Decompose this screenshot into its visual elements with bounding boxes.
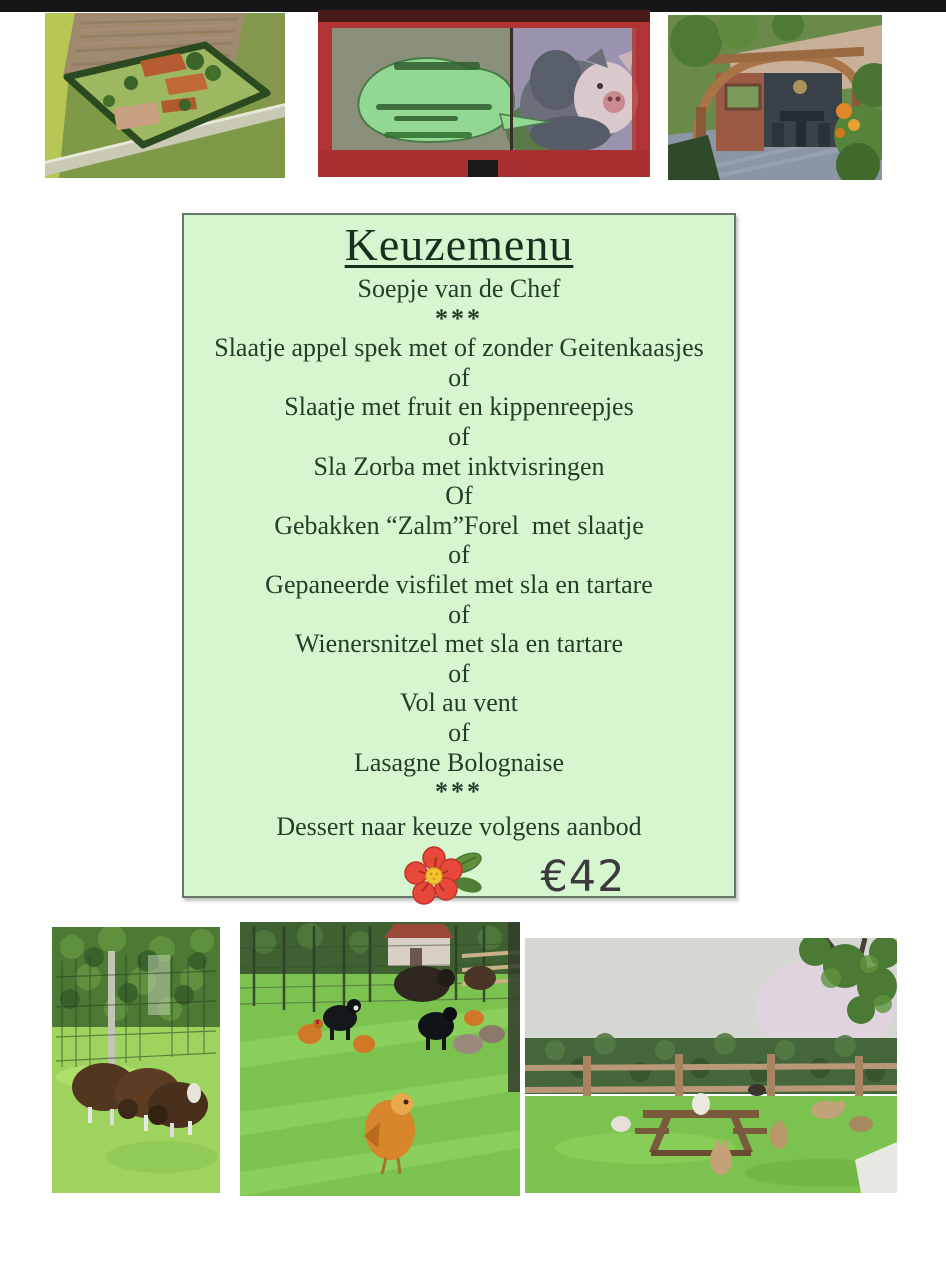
- menu-connector: of: [448, 599, 470, 629]
- wooden-porch-illustration: [668, 15, 882, 180]
- menu-item: Lasagne Bolognaise: [353, 747, 565, 777]
- photo-wooden-porch: [668, 15, 882, 180]
- menu-item: Gebakken “Zalm”Forel met slaatje: [274, 510, 644, 540]
- menu-separator: ***: [435, 303, 483, 333]
- menu-connector: of: [448, 421, 470, 451]
- menu-item: Sla Zorba met inktvisringen: [313, 451, 605, 481]
- photo-farmyard-animals: [240, 922, 520, 1196]
- rabbit-garden-illustration: [525, 938, 897, 1193]
- farmyard-animals-illustration: [240, 922, 520, 1196]
- menu-item: Slaatje appel spek met of zonder Geitenkaasjes: [214, 333, 704, 363]
- menu-connector: Of: [445, 481, 473, 511]
- menu-item: Wienersnitzel met sla en tartare: [294, 629, 624, 659]
- aerial-farm-illustration: [45, 13, 285, 178]
- menu-connector: of: [448, 362, 470, 392]
- menu-card: [182, 213, 736, 903]
- photo-pig-sign: [318, 10, 650, 177]
- price-row: [404, 845, 625, 909]
- photo-aerial-farm: [45, 13, 285, 178]
- menu-connector: of: [448, 540, 470, 570]
- pig-sign-illustration: [318, 10, 650, 177]
- menu-item: Dessert naar keuze volgens aanbod: [276, 811, 642, 841]
- menu-lines: [184, 274, 734, 841]
- photo-rabbit-garden: [525, 938, 897, 1193]
- menu-item: Slaatje met fruit en kippenreepjes: [284, 392, 634, 422]
- menu-connector: of: [448, 658, 470, 688]
- menu-separator: ***: [435, 777, 483, 807]
- menu-item: Soepje van de Chef: [357, 274, 561, 303]
- menu-item: Vol au vent: [400, 688, 518, 718]
- photo-sheep-field: [52, 927, 220, 1193]
- sheep-field-illustration: [52, 927, 220, 1193]
- red-flower-icon: [404, 845, 504, 909]
- menu-title: Keuzemenu: [344, 219, 574, 270]
- menu-price: €42: [540, 852, 626, 903]
- menu-connector: of: [448, 717, 470, 747]
- menu-item: Gepaneerde visfilet met sla en tartare: [265, 569, 653, 599]
